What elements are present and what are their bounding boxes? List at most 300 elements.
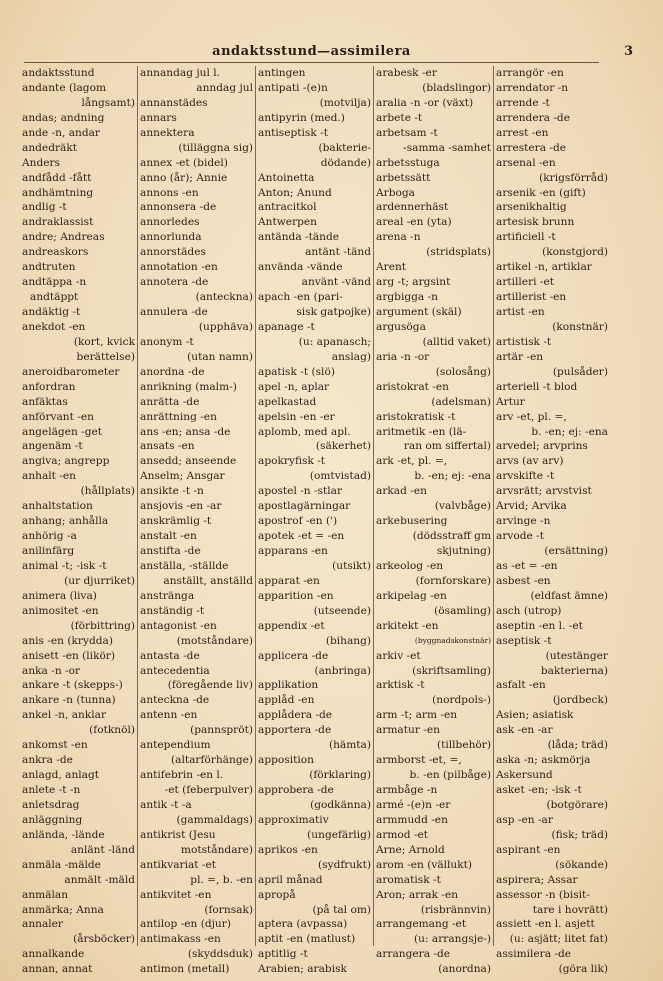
dictionary-entry: anrätta -de: [140, 395, 200, 408]
dictionary-entry: antiseptisk -t: [258, 126, 328, 139]
entry-continuation: (tilläggna sig): [178, 141, 253, 154]
dictionary-entry: apostrof -en ('): [258, 515, 338, 528]
dictionary-entry: aromatisk -t: [376, 873, 441, 886]
dictionary-entry: armborst -et, =,: [376, 754, 462, 767]
dictionary-entry: antingen: [258, 67, 306, 79]
dictionary-entry: antagonist -en: [140, 619, 217, 632]
entry-continuation: (utsikt): [332, 559, 371, 572]
dictionary-entry: ankare -t (skepps-): [22, 679, 123, 692]
entry-continuation: (låda; träd): [547, 739, 608, 752]
dictionary-entry: andreaskors: [22, 246, 89, 259]
dictionary-entry: ask -en -ar: [496, 724, 553, 737]
column-1: [20, 66, 138, 976]
entry-continuation: (säkerhet): [315, 440, 371, 453]
dictionary-entry: angenäm -t: [22, 440, 83, 453]
entry-continuation: (upphäva): [198, 320, 253, 333]
entry-continuation: (godkänna): [310, 798, 371, 811]
dictionary-entry: as -et = -en: [496, 559, 558, 572]
dictionary-entry: applådera -de: [258, 709, 333, 722]
entry-continuation: (botgörare): [546, 798, 608, 811]
entry-continuation: (u: apanasch;: [298, 335, 371, 348]
dictionary-entry: ansedd; anseende: [140, 455, 237, 468]
entry-continuation: berättelse): [76, 350, 135, 363]
dictionary-entry: anmärka; Anna: [22, 903, 104, 916]
entry-continuation: (fisk; träd): [551, 828, 608, 841]
dictionary-entry: Anton; Anund: [258, 186, 332, 199]
dictionary-entry: ankare -n (tunna): [22, 694, 116, 707]
dictionary-entry: använda -vände: [258, 261, 343, 274]
entry-continuation: (fornsak): [204, 903, 253, 916]
dictionary-entry: aska -n; askmörja: [496, 754, 591, 767]
dictionary-entry: ankra -de: [22, 754, 73, 767]
entry-continuation: (nordpols-): [432, 694, 491, 707]
entry-continuation: (dödsstraff gm: [412, 530, 491, 543]
dictionary-entry: andlig -t: [22, 201, 67, 214]
entry-continuation: anndag jul: [196, 81, 253, 94]
dictionary-entry: anisett -en (likör): [22, 649, 116, 662]
dictionary-entry: andtäppa -n: [22, 276, 87, 289]
dictionary-entry: approbera -de: [258, 784, 334, 796]
entry-continuation: (anbringa): [314, 664, 371, 677]
dictionary-entry: apatisk -t (slö): [258, 365, 335, 378]
dictionary-entry: armé -(e)n -er: [376, 798, 451, 811]
entry-continuation: (konstnär): [552, 320, 608, 333]
dictionary-entry: annandag jul l.: [140, 67, 220, 79]
dictionary-entry: asch (utrop): [496, 604, 562, 617]
dictionary-entry: argbigga -n: [376, 291, 438, 304]
dictionary-entry: arkad -en: [376, 485, 427, 498]
entry-continuation: (pulsåder): [552, 365, 608, 378]
dictionary-entry: anletsdrag: [22, 798, 80, 811]
dictionary-entry: antikvariat -et: [140, 858, 217, 871]
entry-continuation: (motvilja): [319, 96, 371, 109]
column-5: [494, 66, 610, 976]
dictionary-entry: armatur -en: [376, 724, 440, 737]
dictionary-entry: arrangör -en: [496, 67, 564, 79]
dictionary-entry: aptitlig -t: [258, 948, 308, 961]
dictionary-entry: antikvitet -en: [140, 888, 212, 901]
dictionary-entry: arvode -t: [496, 530, 544, 543]
dictionary-entry: arvs (av arv): [496, 455, 564, 468]
entry-continuation: (omtvistad): [309, 470, 371, 483]
dictionary-entry: Arvid; Arvika: [496, 500, 567, 513]
dictionary-entry: Asien; asiatisk: [496, 709, 574, 722]
dictionary-entry: applikation: [258, 679, 319, 692]
dictionary-entry: arkebusering: [376, 515, 448, 528]
dictionary-entry: apparans -en: [258, 545, 328, 557]
entry-continuation: (förbittring): [70, 619, 135, 632]
entry-continuation: skjutning): [436, 545, 491, 557]
dictionary-entry: armod -et: [376, 828, 429, 841]
dictionary-entry: artesisk brunn: [496, 216, 575, 229]
dictionary-entry: assessor -n (bisit-: [496, 888, 590, 901]
dictionary-entry: apparition -en: [258, 589, 334, 602]
dictionary-entry: Arboga: [376, 186, 415, 199]
dictionary-entry: anskrämlig -t: [140, 515, 212, 528]
entry-continuation: (föregående liv): [167, 679, 253, 692]
dictionary-entry: anhang; anhålla: [22, 515, 109, 528]
entry-continuation: b. -en (pilbåge): [409, 769, 491, 782]
dictionary-entry: antependium: [140, 739, 211, 752]
dictionary-entry: antikrist (Jesu: [140, 828, 216, 841]
entry-continuation: (eldfast ämne): [530, 589, 608, 602]
dictionary-entry: aprikos -en: [258, 843, 318, 856]
dictionary-entry: anno (år); Annie: [140, 171, 228, 184]
dictionary-entry: annex -et (bidel): [140, 156, 228, 169]
dictionary-entry: anrättning -en: [140, 410, 217, 423]
entry-continuation: (årsböcker): [73, 933, 135, 946]
dictionary-entry: annotation -en: [140, 261, 218, 274]
dictionary-entry: anställa, -ställde: [140, 559, 229, 572]
dictionary-entry: andante (lagom: [22, 81, 106, 94]
dictionary-entry: asfalt -en: [496, 679, 546, 692]
dictionary-entry: andtäppt: [30, 291, 79, 304]
entry-continuation: (krigsförråd): [539, 171, 608, 184]
entry-continuation: sisk gatpojke): [296, 306, 371, 318]
dictionary-entry: ansikte -t -n: [140, 485, 204, 498]
dictionary-entry: anmäla -mälde: [22, 858, 101, 871]
dictionary-entry: anis -en (krydda): [22, 634, 113, 647]
dictionary-entry: andfådd -fått: [22, 171, 92, 184]
entry-continuation: (anordna): [438, 963, 491, 976]
dictionary-entry: arteriell -t blod: [496, 380, 578, 393]
dictionary-entry: arrest -en: [496, 126, 549, 139]
dictionary-entry: annanstädes: [140, 96, 208, 109]
entry-continuation: (bakterie-: [318, 141, 371, 154]
dictionary-entry: Anselm; Ansgar: [140, 470, 225, 483]
dictionary-entry: antipati -(e)n: [258, 81, 328, 94]
dictionary-entry: andedräkt: [22, 141, 78, 154]
dictionary-entry: apel -n, aplar: [258, 380, 330, 393]
dictionary-entry: ande -n, andar: [22, 126, 100, 139]
dictionary-entry: apelsin -en -er: [258, 410, 335, 423]
dictionary-entry: annorlunda: [140, 231, 202, 244]
dictionary-entry: arkipelag -en: [376, 589, 447, 602]
dictionary-entry: artistisk -t: [496, 335, 552, 348]
running-header: [24, 44, 633, 63]
dictionary-entry: annulera -de: [140, 306, 208, 318]
entry-continuation: (tillbehör): [436, 739, 491, 752]
dictionary-entry: applicera -de: [258, 649, 329, 662]
dictionary-entry: argument (skäl): [376, 306, 462, 318]
dictionary-entry: apropå: [258, 888, 296, 901]
dictionary-entry: anilinfärg: [22, 545, 75, 557]
entry-continuation: anställt, anställd: [163, 574, 253, 587]
dictionary-entry: Askersund: [496, 769, 553, 782]
dictionary-entry: ansats -en: [140, 440, 195, 453]
entry-columns: [20, 66, 610, 976]
dictionary-entry: apostlagärningar: [258, 500, 351, 513]
dictionary-entry: Aron; arrak -en: [376, 888, 459, 901]
dictionary-entry: ansjovis -en -ar: [140, 500, 222, 513]
entry-continuation: (kort, kvick: [73, 335, 135, 348]
dictionary-entry: arv -et, pl. =,: [496, 410, 567, 423]
dictionary-entry: apportera -de: [258, 724, 332, 737]
dictionary-entry: antimakass -en: [140, 933, 221, 946]
dictionary-entry: animositet -en: [22, 604, 99, 617]
dictionary-entry: arktisk -t: [376, 679, 425, 692]
dictionary-entry: anstalt -en: [140, 530, 197, 543]
dictionary-entry: anlända, -lände: [22, 828, 105, 841]
dictionary-entry: ark -et, pl. =,: [376, 455, 448, 468]
dictionary-entry: andas; andning: [22, 111, 105, 124]
dictionary-entry: andäktig -t: [22, 306, 81, 318]
dictionary-entry: ankomst -en: [22, 739, 88, 752]
dictionary-entry: arkitekt -en: [376, 619, 439, 632]
dictionary-entry: arsenik -en (gift): [496, 186, 586, 199]
entry-continuation: (altarförhänge): [171, 754, 253, 767]
page-title: andaktsstund—assimilera: [212, 44, 411, 59]
entry-continuation: motståndare): [180, 843, 253, 856]
column-3: [256, 66, 374, 976]
dictionary-entry: anförvant -en: [22, 410, 94, 423]
dictionary-entry: annektera: [140, 126, 195, 139]
dictionary-entry: annonsera -de: [140, 201, 217, 214]
dictionary-entry: arrende -t: [496, 96, 550, 109]
entry-continuation: (risbrännvin): [420, 903, 491, 916]
dictionary-entry: apokryfisk -t: [258, 455, 326, 468]
dictionary-entry: andre; Andreas: [22, 231, 105, 244]
dictionary-entry: antilop -en (djur): [140, 918, 231, 931]
entry-continuation: pl. =, b. -en: [190, 873, 253, 886]
dictionary-entry: anstränga: [140, 589, 195, 602]
entry-continuation: (skriftsamling): [412, 664, 491, 677]
dictionary-entry: antimon (metall): [140, 963, 230, 976]
entry-continuation: (sydfrukt): [318, 858, 371, 871]
dictionary-entry: aptit -en (matlust): [258, 933, 356, 946]
dictionary-entry: ans -en; ansa -de: [140, 425, 231, 438]
dictionary-entry: animal -t; -isk -t: [22, 559, 107, 572]
dictionary-entry: aristokratisk -t: [376, 410, 456, 423]
dictionary-entry: aseptin -en l. -et: [496, 619, 583, 632]
dictionary-entry: antenn -en: [140, 709, 198, 722]
dictionary-entry: apotek -et = -en: [258, 530, 345, 543]
dictionary-entry: antända -tände: [258, 231, 340, 244]
dictionary-entry: annotera -de: [140, 276, 209, 289]
dictionary-entry: arrendator -n: [496, 81, 569, 94]
dictionary-entry: areal -en (yta): [376, 216, 452, 229]
entry-continuation: antänt -tänd: [305, 246, 371, 259]
dictionary-entry: arkiv -et: [376, 649, 421, 662]
dictionary-entry: arrangera -de: [376, 948, 451, 961]
dictionary-entry: arrangemang -et: [376, 918, 467, 931]
entry-continuation: långsamt): [81, 96, 135, 109]
dictionary-entry: aplomb, med apl.: [258, 425, 351, 438]
entry-continuation: (motståndare): [176, 634, 253, 647]
dictionary-entry: ardennerhäst: [376, 201, 449, 214]
entry-continuation: (adelsman): [431, 395, 491, 408]
dictionary-entry: arsenal -en: [496, 156, 556, 169]
dictionary-entry: anhörig -a: [22, 530, 77, 543]
dictionary-entry: aritmetik -en (lä-: [376, 425, 467, 438]
entry-continuation: (bladslingor): [422, 81, 491, 94]
dictionary-entry: assiett -en l. asjett: [496, 918, 595, 931]
dictionary-entry: annars: [140, 111, 177, 124]
dictionary-entry: anekdot -en: [22, 320, 86, 333]
entry-continuation: (u: arrangsje-): [414, 933, 491, 946]
dictionary-entry: Anders: [22, 156, 61, 169]
dictionary-entry: arvinge -n: [496, 515, 551, 528]
dictionary-entry: arm -t; arm -en: [376, 709, 458, 722]
dictionary-entry: aristokrat -en: [376, 380, 449, 393]
dictionary-entry: argusöga: [376, 320, 426, 333]
entry-continuation: anlänt -länd: [70, 843, 135, 856]
dictionary-entry: anhalt -en: [22, 470, 76, 483]
dictionary-entry: arrendera -de: [496, 111, 570, 124]
entry-continuation: (hämta): [328, 739, 371, 752]
entry-continuation: (gammaldags): [176, 813, 253, 826]
dictionary-entry: arbete -t: [376, 111, 423, 124]
dictionary-entry: asket -en; -isk -t: [496, 784, 582, 796]
entry-continuation: b. -en; ej: -ena: [414, 470, 491, 483]
entry-continuation: (anteckna): [195, 291, 253, 304]
dictionary-entry: arvskifte -t: [496, 470, 555, 483]
entry-continuation: (skyddsduk): [187, 948, 253, 961]
entry-continuation: b. -en; ej: -ena: [531, 425, 608, 438]
entry-continuation: (utan namn): [187, 350, 253, 363]
dictionary-entry: anstifta -de: [140, 545, 201, 557]
dictionary-entry: assimilera -de: [496, 948, 572, 961]
entry-continuation: dödande): [320, 156, 371, 169]
entry-continuation: (hållplats): [80, 485, 135, 498]
dictionary-entry: andtruten: [22, 261, 76, 274]
dictionary-entry: animera (liva): [22, 589, 97, 602]
dictionary-entry: andhämtning: [22, 186, 94, 199]
dictionary-entry: apanage -t: [258, 320, 315, 333]
dictionary-entry: aptera (avpassa): [258, 918, 348, 931]
entry-continuation: använt -vänd: [301, 276, 371, 289]
entry-continuation: (utseende): [313, 604, 371, 617]
dictionary-entry: annan, annat: [22, 963, 93, 976]
dictionary-entry: anlete -t -n: [22, 784, 81, 796]
dictionary-entry: artillerist -en: [496, 291, 567, 304]
dictionary-entry: aspirant -en: [496, 843, 561, 856]
entry-continuation: anslag): [331, 350, 371, 363]
column-4: [374, 66, 494, 976]
dictionary-entry: anfäktas: [22, 395, 68, 408]
dictionary-entry: aneroidbarometer: [22, 365, 120, 378]
entry-continuation: (valvbåge): [434, 500, 491, 513]
dictionary-entry: Antwerpen: [258, 216, 318, 229]
dictionary-entry: andaktsstund: [22, 67, 95, 79]
dictionary-entry: anlagd, anlagt: [22, 769, 100, 782]
dictionary-entry: anfordran: [22, 380, 76, 393]
dictionary-entry: arena -n: [376, 231, 421, 244]
dictionary-entry: asbest -en: [496, 574, 551, 587]
entry-continuation: ran om siffertal): [403, 440, 491, 453]
dictionary-entry: anordna -de: [140, 365, 205, 378]
entry-continuation: (ungefärlig): [307, 828, 371, 841]
dictionary-entry: Antoinetta: [258, 171, 315, 184]
entry-continuation: (solosång): [435, 365, 491, 378]
dictionary-entry: artist -en: [496, 306, 545, 318]
dictionary-entry: arsenikhaltig: [496, 201, 567, 214]
dictionary-entry: apposition: [258, 754, 314, 767]
entry-continuation: (stridsplats): [426, 246, 491, 259]
dictionary-entry: arbetsstuga: [376, 156, 440, 169]
dictionary-entry: antik -t -a: [140, 798, 192, 811]
dictionary-entry: annorstädes: [140, 246, 206, 259]
dictionary-entry: anständig -t: [140, 604, 205, 617]
dictionary-entry: annons -en: [140, 186, 199, 199]
dictionary-entry: annaler: [22, 918, 63, 931]
dictionary-entry: arbetssätt: [376, 171, 431, 184]
dictionary-entry: anka -n -or: [22, 664, 81, 677]
dictionary-entry: aspirera; Assar: [496, 873, 578, 886]
entry-continuation: (göra lik): [558, 963, 608, 976]
entry-continuation: (pannspröt): [190, 724, 253, 737]
entry-continuation: -samma -samhet: [403, 141, 491, 154]
dictionary-entry: andraklassist: [22, 216, 94, 229]
column-2: [138, 66, 256, 976]
dictionary-entry: aria -n -or: [376, 350, 430, 363]
page-number: 3: [623, 44, 633, 59]
entry-continuation: (jordbeck): [552, 694, 608, 707]
dictionary-entry: anhaltstation: [22, 500, 93, 513]
dictionary-entry: artikel -n, artiklar: [496, 261, 592, 274]
dictionary-entry: Artur: [496, 395, 525, 408]
dictionary-entry: antracitkol: [258, 201, 317, 214]
dictionary-entry: applåd -en: [258, 694, 315, 707]
dictionary-entry: arg -t; argsint: [376, 276, 451, 289]
dictionary-entry: artificiell -t: [496, 231, 556, 244]
dictionary-entry: armbåge -n: [376, 784, 438, 796]
dictionary-entry: antifebrin -en l.: [140, 769, 224, 782]
dictionary-entry: aseptisk -t: [496, 634, 552, 647]
dictionary-entry: apostel -n -stlar: [258, 485, 343, 498]
dictionary-entry: anmälan: [22, 888, 69, 901]
entry-continuation: (fornforskare): [415, 574, 491, 587]
dictionary-entry: aralia -n -or (växt): [376, 96, 474, 109]
entry-continuation: (konstgjord): [542, 246, 608, 259]
dictionary-entry: arkeolog -en: [376, 559, 444, 572]
dictionary-entry: Arabien; arabisk: [258, 963, 347, 976]
dictionary-entry: arvedel; arvprins: [496, 440, 588, 453]
dictionary-entry: Arne; Arnold: [376, 843, 445, 856]
dictionary-entry: arrestera -de: [496, 141, 567, 154]
entry-continuation: bakterierna): [540, 664, 608, 677]
dictionary-entry: angiva; angrepp: [22, 455, 110, 468]
entry-continuation: (bihang): [325, 634, 371, 647]
entry-continuation: (utestänger: [545, 649, 608, 662]
entry-continuation: (ur djurriket): [64, 574, 135, 587]
dictionary-entry: annorledes: [140, 216, 200, 229]
entry-continuation: (alltid vaket): [422, 335, 491, 348]
dictionary-entry: arabesk -er: [376, 67, 437, 79]
entry-continuation: (förklaring): [309, 769, 371, 782]
entry-continuation: anmält -mäld: [64, 873, 135, 886]
entry-continuation: (på tal om): [312, 903, 371, 916]
dictionary-entry: annalkande: [22, 948, 85, 961]
dictionary-entry: antasta -de: [140, 649, 200, 662]
dictionary-entry: asp -en -ar: [496, 813, 553, 826]
dictionary-entry: arom -en (vällukt): [376, 858, 473, 871]
dictionary-entry: apelkastad: [258, 395, 317, 408]
dictionary-entry: antipyrin (med.): [258, 111, 345, 124]
entry-continuation: tare i hovrätt): [532, 903, 608, 916]
dictionary-entry: anrikning (malm-): [140, 380, 237, 393]
dictionary-entry: arvsrätt; arvstvist: [496, 485, 592, 498]
dictionary-entry: angelägen -get: [22, 425, 103, 438]
dictionary-entry: april månad: [258, 873, 323, 886]
dictionary-entry: artär -en: [496, 350, 544, 363]
dictionary-entry: Arent: [376, 261, 407, 274]
dictionary-entry: antecedentia: [140, 664, 210, 677]
entry-continuation: -et (feberpulver): [164, 784, 253, 796]
dictionary-entry: apach -en (pari-: [258, 291, 343, 304]
entry-continuation: (ösamling): [434, 604, 491, 617]
entry-continuation: (fotknöl): [89, 724, 135, 737]
